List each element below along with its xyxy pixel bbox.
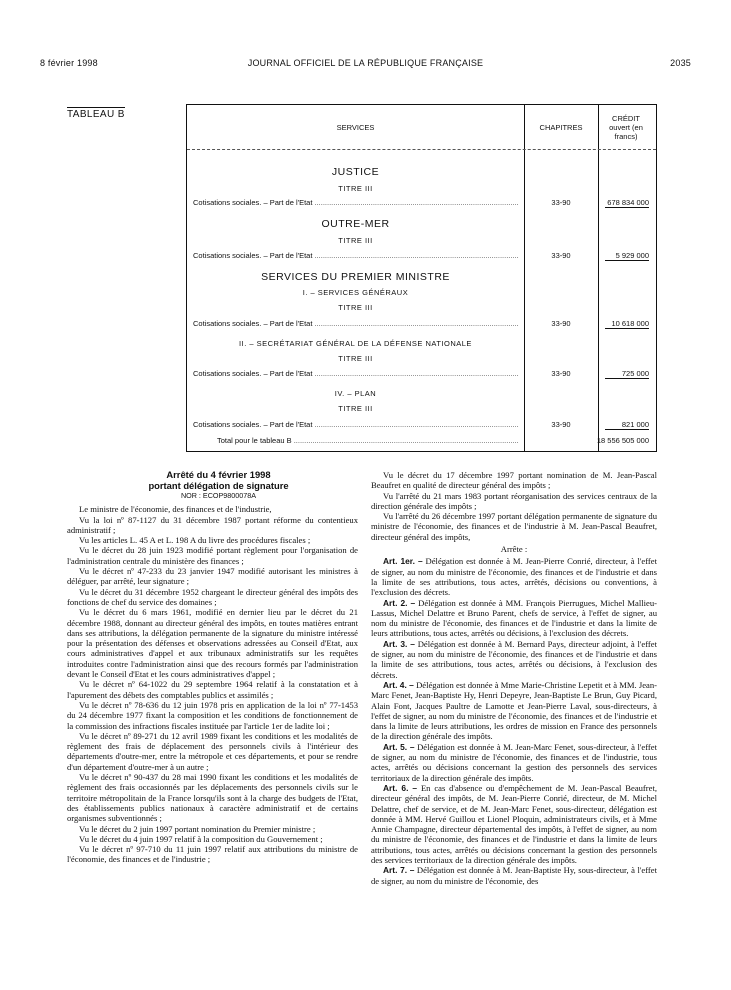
paragraph: Vu l'arrêté du 26 décembre 1997 portant délégation permanente de signature du ministre de l'économie, des finances et de l'industrie à M. Jean-Pascal Beaufret, directeur général des impôts, bbox=[371, 511, 657, 542]
row-chapitre: 33-90 bbox=[551, 369, 571, 378]
row-credit: 678 834 000 bbox=[605, 198, 649, 208]
section-subtitle: I. – SERVICES GÉNÉRAUX bbox=[302, 288, 409, 297]
paragraph: Vu la loi nº 87-1127 du 31 décembre 1987 portant réforme du contentieux administratif ; bbox=[67, 514, 358, 535]
header-divider bbox=[187, 149, 656, 150]
header-date: 8 février 1998 bbox=[40, 58, 98, 68]
row-credit: 821 000 bbox=[605, 420, 649, 430]
paragraph: Vu le décret du 28 juin 1923 modifié portant règlement pour l'organisation de l'administration centrale du ministère des finances ; bbox=[67, 545, 358, 566]
article-text: Délégation est donnée à M. Jean-Baptiste Hy, sous-directeur, à l'effet de signer, au nom du ministre de l'économie, des bbox=[371, 865, 657, 886]
row-label: Cotisations sociales. – Part de l'Etat ..... bbox=[193, 319, 519, 328]
article-label: Art. 3. – bbox=[383, 638, 415, 649]
article-text: En cas d'absence ou d'empêchement de M. Jean-Pascal Beaufret, directeur général des impôts, de M. Jean-Pierre Conrié, directeur, de M. Michel Delattre, chef de service, et de M. Jean-Marc Fenet, sous-directeur, délégation est donnée à MM. Hervé Guillou et Lionel Ploquin, administrateurs civils, et à Mme Annie Champagne, directeur départemental des impôts, à l'effet de signer, au nom du ministre de l'économie, des finances et de l'industrie et dans la limite de leurs attributions, tous actes, arrêtés ou décisions concernant la gestion des personnels des services territoriaux de la direction générale des impôts. bbox=[371, 782, 658, 865]
arrete-title: Arrêté du 4 février 1998 bbox=[166, 469, 271, 480]
paragraph: Vu le décret du 2 juin 1997 portant nomination du Premier ministre ; bbox=[79, 823, 316, 834]
article-label: Art. 4. – bbox=[383, 679, 414, 690]
paragraph: Le ministre de l'économie, des finances et de l'industrie, bbox=[79, 504, 272, 515]
article-text: Délégation est donnée à MM. François Pierrugues, Michel Mallieu-Lassus, Michel Delattre et Bruno Parent, chefs de service, à l'effet de signer, au nom du ministre de l'économie, des finances et de l'industrie et dans la limite de leurs attributions, tous actes, arrêtés ou décisions, à l'exclusion des décrets. bbox=[371, 597, 657, 639]
arrete-word: Arrête : bbox=[500, 544, 528, 555]
arrete-subtitle: portant délégation de signature bbox=[148, 479, 289, 491]
paragraph: Vu les articles L. 45 A et L. 198 A du livre des procédures fiscales ; bbox=[79, 535, 311, 546]
row-chapitre: 33-90 bbox=[551, 420, 571, 429]
article-label: Art. 6. – bbox=[383, 782, 418, 793]
nor-reference: NOR : ECOP9800078A bbox=[180, 491, 257, 500]
article bbox=[371, 556, 657, 597]
section-titre: TITRE III bbox=[338, 404, 373, 413]
article-label: Art. 7. – bbox=[383, 865, 415, 876]
article bbox=[371, 783, 657, 865]
paragraph: Vu le décret du 17 décembre 1997 portant nomination de M. Jean-Pascal Beaufret en qualité de directeur général des impôts ; bbox=[371, 470, 657, 491]
article-label: Art. 5. – bbox=[383, 741, 415, 752]
article-label: Art. 1er. – bbox=[383, 556, 423, 567]
article-text: Délégation est donnée à M. Jean-Marc Fenet, sous-directeur, à l'effet de signer, au nom du ministre de l'économie, des finances et de l'industrie, tous actes, arrêtés ou décisions concernant la gestion des personnels des services territoriaux de la direction générale des impôts. bbox=[371, 741, 657, 783]
page-number: 2035 bbox=[670, 58, 691, 68]
section-subtitle: IV. – PLAN bbox=[334, 389, 377, 398]
section-titre: TITRE III bbox=[338, 354, 373, 363]
left-column bbox=[67, 470, 358, 865]
row-label: Cotisations sociales. – Part de l'Etat ..... bbox=[193, 369, 519, 378]
section-title: JUSTICE bbox=[331, 166, 380, 178]
journal-title: JOURNAL OFFICIEL DE LA RÉPUBLIQUE FRANÇAISE bbox=[247, 58, 484, 68]
row-label: Cotisations sociales. – Part de l'Etat ..... bbox=[193, 251, 519, 260]
paragraph: Vu l'arrêté du 21 mars 1983 portant réorganisation des services centraux de la direction générale des impôts ; bbox=[371, 490, 657, 511]
section-titre: TITRE III bbox=[338, 303, 373, 312]
section-titre: TITRE III bbox=[338, 236, 373, 245]
article-text: Délégation est donnée à M. Bernard Pays, directeur adjoint, à l'effet de signer, au nom du ministre de l'économie, des finances et de l'industrie et dans la limite de ses attributions, tous actes, arrêtés ou décisions, à l'exclusion des décrets. bbox=[371, 638, 657, 680]
article-text: Délégation est donnée à M. Jean-Pierre Conrié, directeur, à l'effet de signer, au nom du ministre de l'économie, des finances et de l'industrie et dans la limite de ses attributions, tous actes, arrêtés, décisions ou conventions, à l'exclusion des décrets. bbox=[371, 556, 657, 598]
column-divider bbox=[524, 105, 525, 451]
header-chapitres: CHAPITRES bbox=[539, 122, 583, 132]
paragraph: Vu le décret nº 47-233 du 23 janvier 1947 modifié autorisant les ministres à déléguer, par arrêté, leur signature ; bbox=[67, 566, 358, 587]
total-label: Total pour le tableau B ..... bbox=[217, 436, 519, 445]
paragraph: Vu le décret nº 78-636 du 12 juin 1978 pris en application de la loi nº 77-1453 du 24 décembre 1977 fixant la composition et les conditions de fonctionnement de la commission des infractions fiscales instituée par l'article 1er de ladite loi ; bbox=[67, 699, 358, 731]
article bbox=[371, 680, 657, 742]
article bbox=[371, 742, 657, 783]
paragraph: Vu le décret nº 89-271 du 12 avril 1989 fixant les conditions et les modalités de règlement des frais de déplacement des personnels civils à l'intérieur des départements d'outre-mer, entre la métropole et ces départements, et pour se rendre d'un département d'outre-mer à un autre ; bbox=[67, 730, 358, 772]
row-chapitre: 33-90 bbox=[551, 251, 571, 260]
article bbox=[371, 865, 657, 886]
row-credit: 725 000 bbox=[605, 369, 649, 379]
header-services: SERVICES bbox=[336, 122, 375, 132]
article-text: Délégation est donnée à Mme Marie-Christine Lepetit et à MM. Jean-Marc Fenet, Jean-Baptiste Hy, Henri Depeyre, Jean-Baptiste Le Brun, Guy Picard, Alain Font, Jacques Paultre de Lamotte et Jean-Pierre Laval, sous-directeurs, à l'effet de signer, au nom du ministre de l'économie, des finances et de l'industrie et dans la limite de leurs attributions, les ordres de mission en France des personnels de la direction générale des impôts. bbox=[371, 679, 657, 742]
paragraph: Vu le décret du 31 décembre 1952 chargeant le directeur général des impôts des fonctions de chef du service des domaines ; bbox=[67, 586, 358, 607]
section-title: OUTRE-MER bbox=[321, 218, 390, 230]
row-chapitre: 33-90 bbox=[551, 198, 571, 207]
row-credit: 5 929 000 bbox=[605, 251, 649, 261]
table-label: TABLEAU B bbox=[67, 109, 125, 120]
article bbox=[371, 639, 657, 680]
article-label: Art. 2. – bbox=[383, 597, 416, 608]
section-titre: TITRE III bbox=[338, 184, 373, 193]
header-credit: CRÉDIT ouvert (en francs) bbox=[609, 113, 643, 141]
article bbox=[371, 598, 657, 639]
paragraph: Vu le décret nº 97-710 du 11 juin 1997 relatif aux attributions du ministre de l'économie, des finances et de l'industrie ; bbox=[67, 844, 358, 865]
section-subtitle: II. – SECRÉTARIAT GÉNÉRAL DE LA DÉFENSE NATIONALE bbox=[239, 339, 472, 348]
total-credit: 18 556 505 000 bbox=[596, 436, 649, 445]
paragraph: Vu le décret nº 90-437 du 28 mai 1990 fixant les conditions et les modalités de règlement des frais occasionnés par les déplacements des personnels civils sur le territoire métropolitain de la France lorsqu'ils sont à la charge des budgets de l'Etat, des établissements publics nationaux à caractère administratif et de certains organismes subventionnés ; bbox=[67, 772, 358, 824]
row-credit: 10 618 000 bbox=[605, 319, 649, 329]
paragraph: Vu le décret du 4 juin 1997 relatif à la composition du Gouvernement ; bbox=[79, 833, 323, 844]
budget-table bbox=[186, 104, 657, 452]
paragraph: Vu le décret du 6 mars 1961, modifié en dernier lieu par le décret du 21 décembre 1988, donnant au directeur général des impôts, en toutes matières entrant dans ses attributions, la délégation permanente de la signature du ministre intéressé pour la présentation des défenses et observations adressées au Conseil d'Etat, aux cours administratives d'appel et aux tribunaux administratifs sur les requêtes introduites contre l'administration ainsi que des recours formés par l'administration devant le Conseil d'Etat et les cours administratives d'appel ; bbox=[67, 607, 358, 680]
paragraph: Vu le décret nº 64-1022 du 29 septembre 1964 relatif à la constatation et à l'apurement des débets des comptables publics et assimilés ; bbox=[67, 679, 358, 700]
column-divider bbox=[598, 105, 599, 451]
row-label: Cotisations sociales. – Part de l'Etat ..... bbox=[193, 420, 519, 429]
section-title: SERVICES DU PREMIER MINISTRE bbox=[261, 271, 450, 283]
row-label: Cotisations sociales. – Part de l'Etat ..... bbox=[193, 198, 519, 207]
right-column bbox=[371, 470, 657, 886]
row-chapitre: 33-90 bbox=[551, 319, 571, 328]
